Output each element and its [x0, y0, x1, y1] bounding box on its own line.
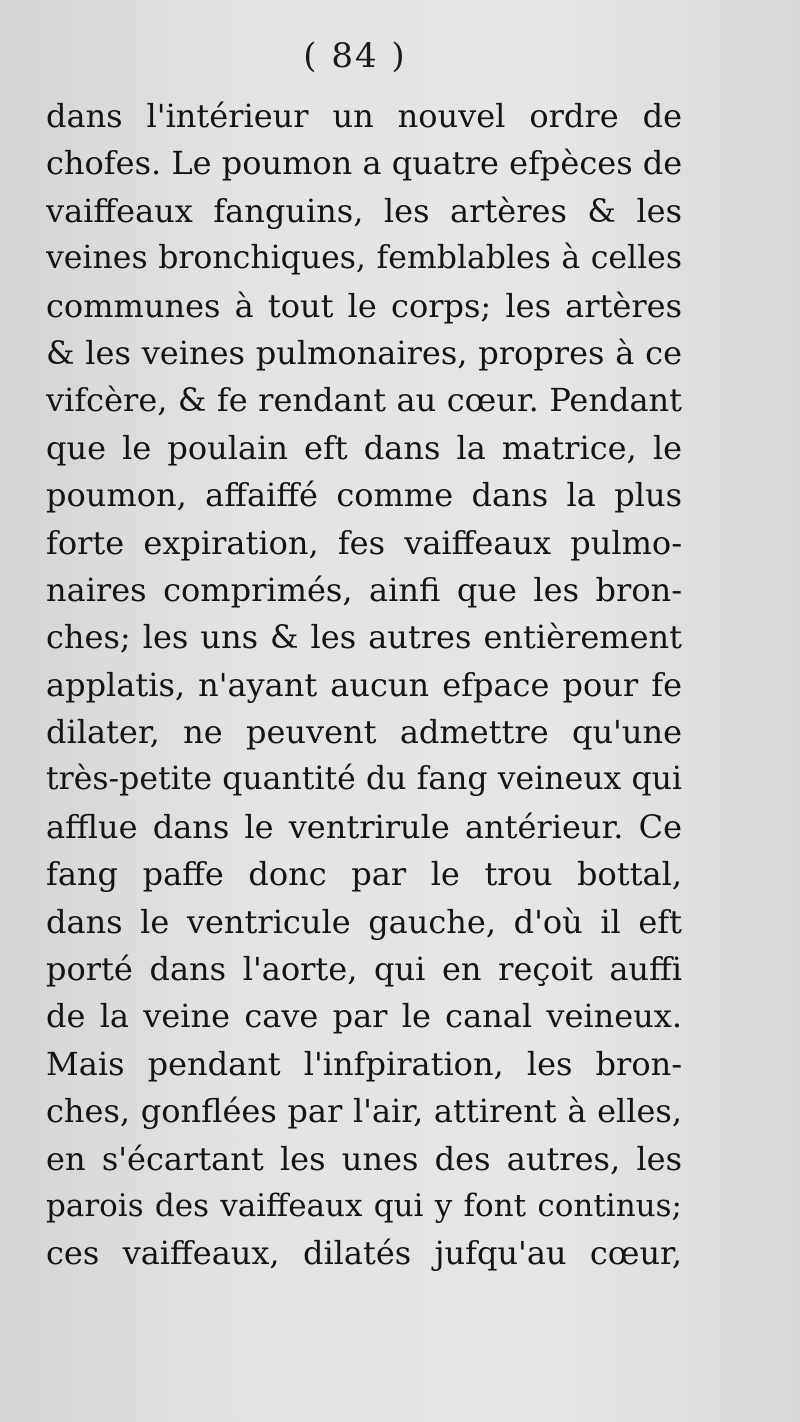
- text-line: en s'écartant les unes des autres, les: [46, 1139, 682, 1178]
- body-text: [46, 93, 682, 1278]
- text-line: que le poulain eft dans la matrice, le: [46, 428, 682, 467]
- text-line: poumon, affaiffé comme dans la plus: [46, 476, 682, 515]
- text-line: de la veine cave par le canal veineux.: [46, 997, 682, 1036]
- text-line: parois des vaiffeaux qui y font continus;: [46, 1187, 682, 1224]
- text-line: afflue dans le ventrirule antérieur. Ce: [46, 807, 682, 846]
- page-number-header: ( 84 ): [303, 36, 407, 76]
- text-line: vifcère, & fe rendant au cœur. Pendant: [46, 381, 682, 420]
- text-line: chofes. Le poumon a quatre efpèces de: [46, 144, 682, 183]
- text-line: & les veines pulmonaires, propres à ce: [46, 333, 682, 372]
- text-line: communes à tout le corps; les artères: [46, 286, 682, 325]
- text-line: ces vaiffeaux, dilatés jufqu'au cœur,: [46, 1234, 682, 1273]
- text-line: porté dans l'aorte, qui en reçoit auffi: [46, 950, 682, 989]
- text-line: ches, gonflées par l'air, attirent à elles,: [46, 1092, 682, 1131]
- text-line: Mais pendant l'infpiration, les bron-: [46, 1044, 682, 1083]
- text-line: forte expiration, fes vaiffeaux pulmo-: [46, 523, 682, 562]
- text-line: dans l'intérieur un nouvel ordre de: [46, 97, 682, 135]
- text-line: naires comprimés, ainfi que les bron-: [46, 570, 682, 609]
- text-line: très-petite quantité du fang veineux qui: [46, 761, 682, 798]
- text-line: fang paffe donc par le trou bottal,: [46, 855, 682, 894]
- text-line: veines bronchiques, femblables à celles: [46, 240, 682, 277]
- text-line: vaiffeaux fanguins, les artères & les: [46, 191, 682, 230]
- text-line: applatis, n'ayant aucun efpace pour fe: [46, 665, 682, 704]
- text-line: dans le ventricule gauche, d'où il eft: [46, 902, 682, 941]
- text-line: ches; les uns & les autres entièrement: [46, 618, 682, 657]
- text-line: dilater, ne peuvent admettre qu'une: [46, 713, 682, 752]
